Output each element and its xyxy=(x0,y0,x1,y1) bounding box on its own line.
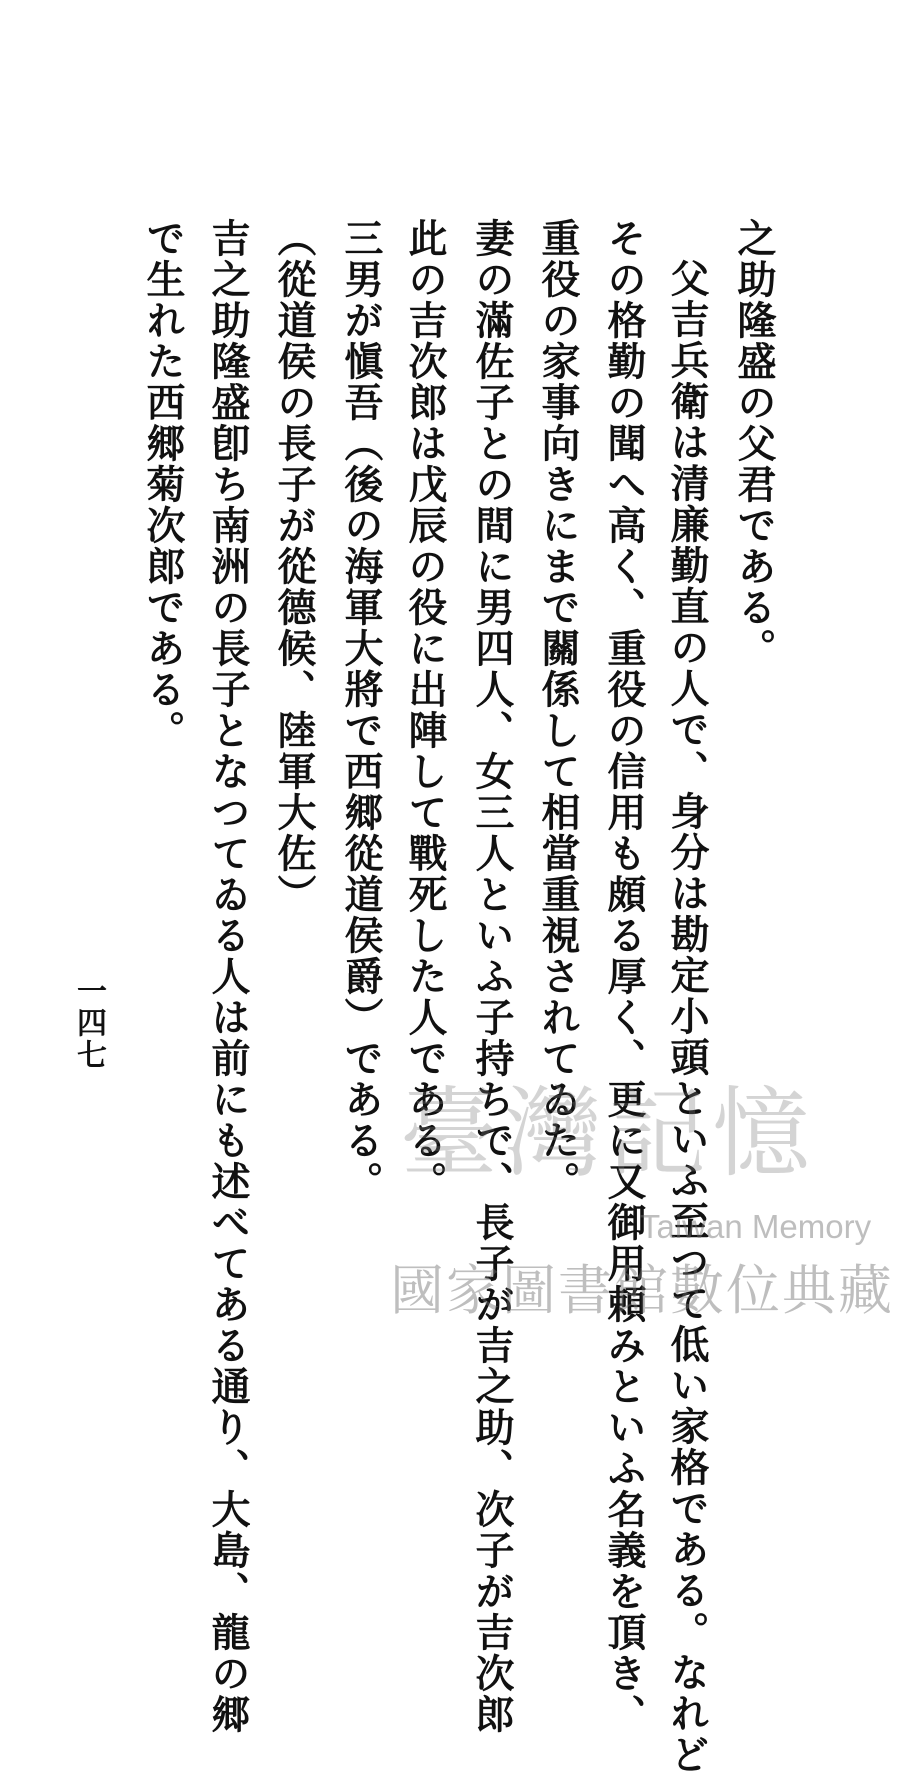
watermark-english: Taiwan Memory xyxy=(640,1208,872,1245)
text-column-3: その格勤の聞へ高く、重役の信用も頗る厚く、更に又御用頼みといふ名義を頂き、 xyxy=(601,218,647,1735)
text-column-5: 妻の滿佐子との間に男四人、女三人といふ子持ちで、長子が吉之助、次子が吉次郎 xyxy=(469,218,515,1735)
text-column-6: 此の吉次郎は戊辰の役に出陣して戰死した人である。 xyxy=(402,218,448,1202)
watermark-chinese: 國家圖書館數位典藏 xyxy=(390,1259,894,1322)
watermark-script: 臺灣記憶 xyxy=(400,1077,817,1191)
text-column-7: 三男が愼吾（後の海軍大將で西郷從道侯爵）である。 xyxy=(338,218,384,1202)
text-column-4: 重役の家事向きにまで關係して相當重視されてゐた。 xyxy=(535,218,581,1202)
text-column-9: 吉之助隆盛卽ち南洲の長子となつてゐる人は前にも述べてある通り、大島、龍の郷 xyxy=(205,218,251,1735)
text-column-8: （從道侯の長子が從德候、陸軍大佐） xyxy=(271,218,317,915)
text-column-1: 之助隆盛の父君である。 xyxy=(731,218,777,669)
text-column-2: 父吉兵衛は清廉勤直の人で、身分は勘定小頭といふ至つて低い家格である。なれど xyxy=(664,258,710,1775)
text-column-10: で生れた西郷菊次郎である。 xyxy=(140,218,186,751)
page-number: 一四七 xyxy=(71,975,106,1071)
